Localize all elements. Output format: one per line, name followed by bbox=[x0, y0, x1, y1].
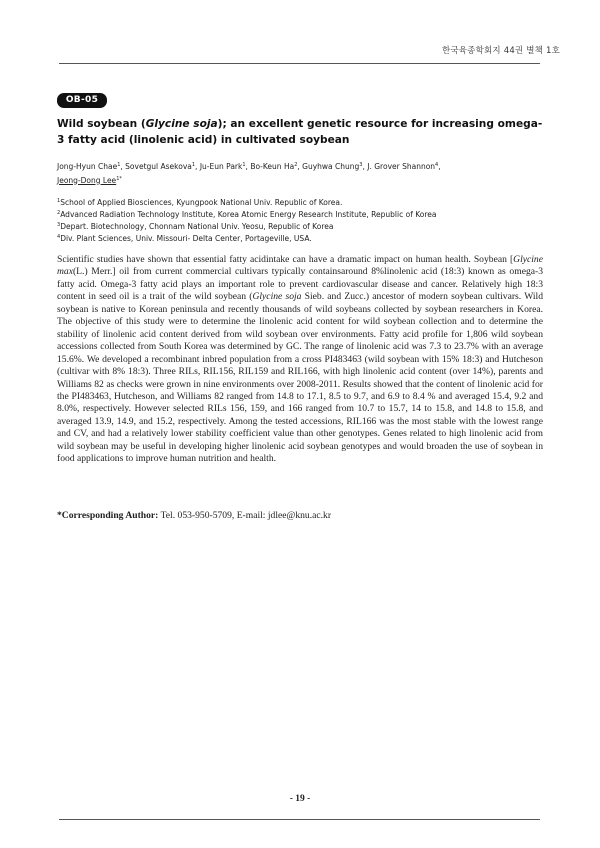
corresponding-author-name: Jeong-Dong Lee bbox=[57, 175, 117, 185]
affiliation-item bbox=[57, 221, 547, 233]
author-affil-mark: 1 bbox=[242, 162, 246, 168]
author-affil-mark: 1 bbox=[191, 162, 196, 168]
abstract-text: Scientific studies have shown that essential fatty acidintake can have a dramatic impact on human health. Soybean [ bbox=[57, 254, 514, 265]
corresponding-email: E-mail: jdlee@knu.ac.kr bbox=[236, 510, 332, 521]
abstract-body bbox=[57, 254, 543, 466]
affiliation-mark: 1 bbox=[57, 198, 61, 204]
author-name: J. Grover Shannon bbox=[367, 162, 436, 171]
session-badge: OB-05 bbox=[57, 93, 107, 108]
author-affil-mark: 4 bbox=[435, 162, 439, 168]
author-name: Bo-Keun Ha bbox=[250, 162, 295, 171]
author-name: Jong-Hyun Chae bbox=[57, 162, 118, 171]
journal-header: 한국육종학회지 44권 별책 1호 bbox=[441, 46, 560, 56]
abstract-species: Glycine max bbox=[57, 254, 543, 278]
title-prefix: Wild soybean ( bbox=[57, 118, 146, 130]
corresponding-label: *Corresponding Author: bbox=[57, 510, 159, 521]
page-number: - 19 - bbox=[289, 794, 311, 804]
paper-title bbox=[57, 117, 547, 148]
affiliation-list bbox=[57, 197, 547, 245]
author-name: Sovetgul Asekova bbox=[125, 162, 192, 171]
title-suffix: ); an excellent genetic resource for increasing omega-3 fatty acid (linolenic acid) in cultivated soybean bbox=[57, 118, 543, 146]
affiliation-mark: 2 bbox=[57, 210, 61, 216]
author-affil-mark: 1* bbox=[116, 175, 122, 182]
affiliation-item bbox=[57, 233, 547, 245]
author-affil-mark: 1 bbox=[117, 162, 121, 168]
author-list: Jong-Hyun Chae$^1$, Sovetgul Asekova$^1$, Ju-Eun Park$^1$, Bo-Keun Ha$^2$, Guyhwa Chung$^3$, J. Grover Shannon$^4$, Jeong-Dong Lee$^{1*}$ bbox=[57, 162, 441, 185]
corresponding-author-line bbox=[57, 510, 543, 521]
affiliation-text: Div. Plant Sciences, Univ. Missouri- Delta Center, Portageville, USA. bbox=[60, 234, 312, 243]
affiliation-text: Depart. Biotechnology, Chonnam National Univ. Yeosu, Republic of Korea bbox=[60, 222, 334, 231]
abstract-text: Sieb. and Zucc.) ancestor of modern soybean cultivars. Wild soybean is native to Korean peninsula and recently thousands of wild soybeans collected by soybean researchers in Korea. The objective of this study were to determine the linolenic acid content for wild soybean collection and to determine the stability of linolenic acid content derived from wild soybean over environments. Fatty acid profile for 1,806 wild soybean accessions collected from South Korea was determined by GC. The range of linolenic acid was 7.3 to 23.7% with an average 15.6%. We developed a recombinant inbred population from a cross PI483463 (wild soybean with 15% 18:3) and Hutcheson (cultivar with 8% 18:3). Three RILs, RIL156, RIL159 and RIL166, with high linolenic acid content (over 14%), parents and Williams 82 as checks were grown in nine environments over 2008-2011. Results showed that the content of linolenic acid for the PI483463, Hutcheson, and Williams 82 ranged from 14.8 to 17.1, 8.5 to 9.7, and 6.9 to 8.4 % and averaged 15.4, 9.2 and 8.0%, respectively. However selected RILs 156, 159, and 166 ranged from 10.7 to 15.7, 14 to 15.8, and 14.8 to 15.8, and averaged 13.9, 14.9, and 15.2, respectively. Among the tested accessions, RIL166 was the most stable with the lowest range and CV, and had a relatively lower stability coefficient value than other genotypes. Genes related to high linolenic acid from wild soybean may be useful in developing higher linolenic acid soybean genotypes and would broaden the use of soybean in food applications to improve human nutrition and health. bbox=[57, 291, 543, 465]
affiliation-item bbox=[57, 209, 547, 221]
author-name: Ju-Eun Park bbox=[199, 162, 243, 171]
affiliation-mark: 3 bbox=[57, 222, 61, 228]
footer-divider bbox=[59, 819, 540, 820]
affiliation-item bbox=[57, 197, 547, 209]
abstract-species: Glycine soja bbox=[252, 291, 302, 303]
affiliation-mark: 4 bbox=[57, 234, 61, 240]
affiliation-text: Advanced Radiation Technology Institute, Korea Atomic Energy Research Institute, Republic of Korea bbox=[60, 210, 437, 219]
abstract-text: (L.) Merr.] oil from current commercial cultivars typically containsaround 8%linolenic acid (18:3) known as omega-3 fatty acid. Omega-3 fatty acid plays an important role to prevent cardiovascular disease and cancer. Relatively high 18:3 content in seed oil is a trait of the wild soybean ( bbox=[57, 266, 543, 303]
author-affil-mark: 3 bbox=[359, 162, 363, 168]
affiliation-text: School of Applied Biosciences, Kyungpook National Univ. Republic of Korea. bbox=[60, 198, 343, 207]
author-name: Guyhwa Chung bbox=[302, 162, 360, 171]
title-species: Glycine soja bbox=[145, 118, 218, 130]
author-affil-mark: 2 bbox=[294, 162, 298, 168]
corresponding-tel: Tel. 053-950-5709, bbox=[160, 510, 235, 521]
header-divider bbox=[59, 63, 540, 64]
